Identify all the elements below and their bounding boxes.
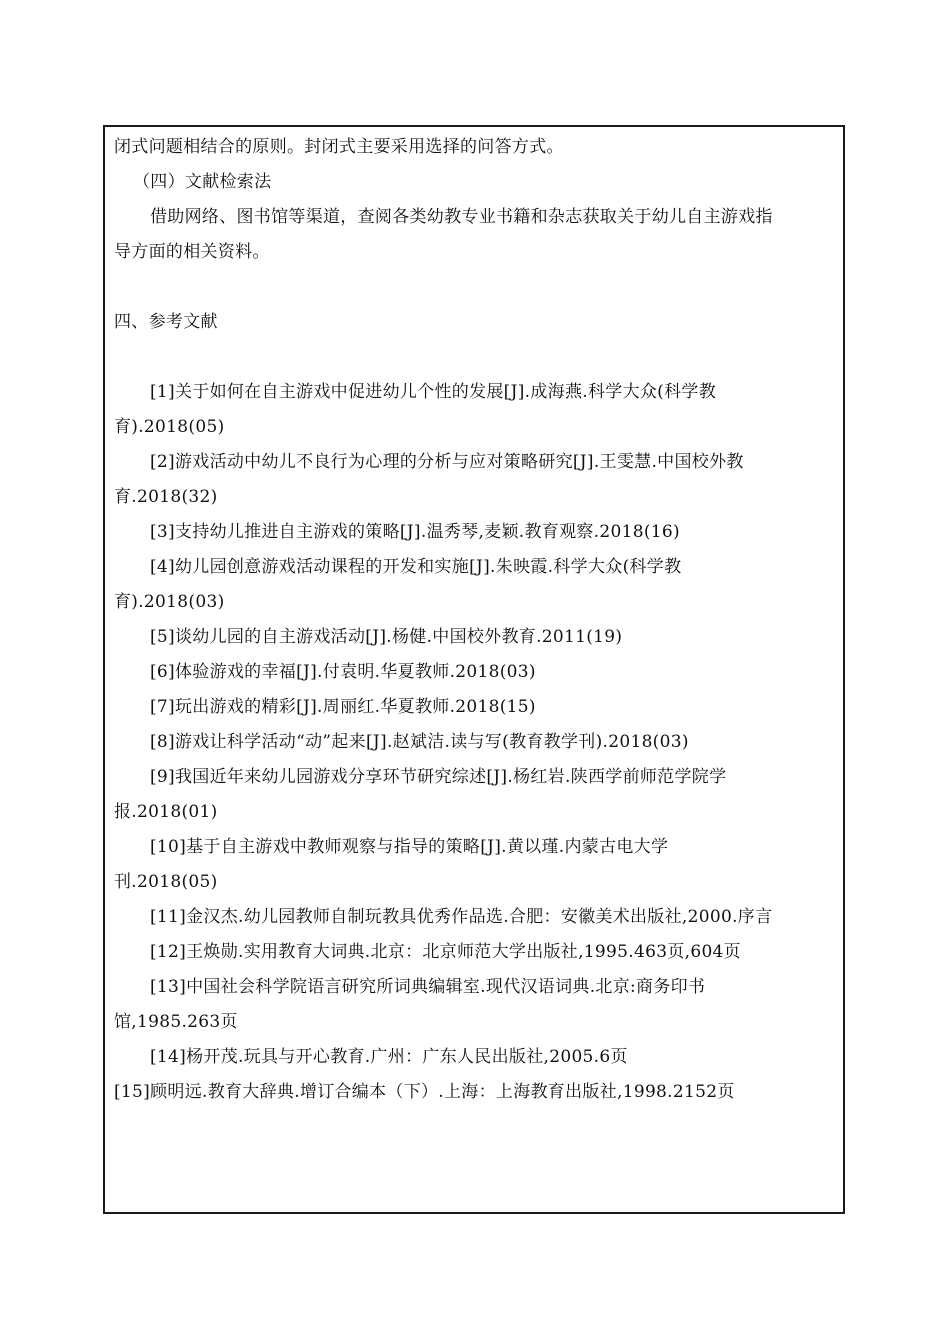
reference-line: [9]我国近年来幼儿园游戏分享环节研究综述[J].杨红岩.陕西学前师范学院学 [150, 767, 727, 787]
body-text-line: 导方面的相关资料。 [114, 242, 270, 262]
reference-line: [14]杨开茂.玩具与开心教育.广州：广东人民出版社,2005.6页 [150, 1047, 628, 1067]
section-heading-method-4: （四）文献检索法 [133, 172, 272, 192]
reference-line: [15]顾明远.教育大辞典.增订合编本（下）.上海：上海教育出版社,1998.2152页 [114, 1082, 735, 1102]
reference-line: 育.2018(32) [114, 487, 218, 507]
reference-line: [11]金汉杰.幼儿园教师自制玩教具优秀作品选.合肥：安徽美术出版社,2000.序言 [150, 907, 773, 927]
reference-line: 报.2018(01) [114, 802, 218, 822]
reference-line: [8]游戏让科学活动“动”起来[J].赵斌洁.读与写(教育教学刊).2018(03) [150, 732, 689, 752]
references-heading: 四、参考文献 [114, 312, 218, 332]
reference-line: [2]游戏活动中幼儿不良行为心理的分析与应对策略研究[J].王雯慧.中国校外教 [150, 452, 744, 472]
reference-line: [4]幼儿园创意游戏活动课程的开发和实施[J].朱映霞.科学大众(科学教 [150, 557, 682, 577]
reference-line: [10]基于自主游戏中教师观察与指导的策略[J].黄以瑾.内蒙古电大学 [150, 837, 669, 857]
reference-line: 馆,1985.263页 [114, 1012, 238, 1032]
body-text-line: 闭式问题相结合的原则。封闭式主要采用选择的问答方式。 [114, 137, 564, 157]
reference-line: 刊.2018(05) [114, 872, 218, 892]
reference-line: [7]玩出游戏的精彩[J].周丽红.华夏教师.2018(15) [150, 697, 536, 717]
reference-line: [12]王焕勋.实用教育大词典.北京：北京师范大学出版社,1995.463页,604页 [150, 942, 741, 962]
reference-line: 育).2018(03) [114, 592, 225, 612]
reference-line: [5]谈幼儿园的自主游戏活动[J].杨健.中国校外教育.2011(19) [150, 627, 623, 647]
reference-line: [6]体验游戏的幸福[J].付袁明.华夏教师.2018(03) [150, 662, 536, 682]
body-text-line: 借助网络、图书馆等渠道，查阅各类幼教专业书籍和杂志获取关于幼儿自主游戏指 [150, 207, 773, 227]
reference-line: [3]支持幼儿推进自主游戏的策略[J].温秀琴,麦颖.教育观察.2018(16) [150, 522, 680, 542]
reference-line: [13]中国社会科学院语言研究所词典编辑室.现代汉语词典.北京:商务印书 [150, 977, 706, 997]
reference-line: [1]关于如何在自主游戏中促进幼儿个性的发展[J].成海燕.科学大众(科学教 [150, 382, 716, 402]
reference-line: 育).2018(05) [114, 417, 225, 437]
